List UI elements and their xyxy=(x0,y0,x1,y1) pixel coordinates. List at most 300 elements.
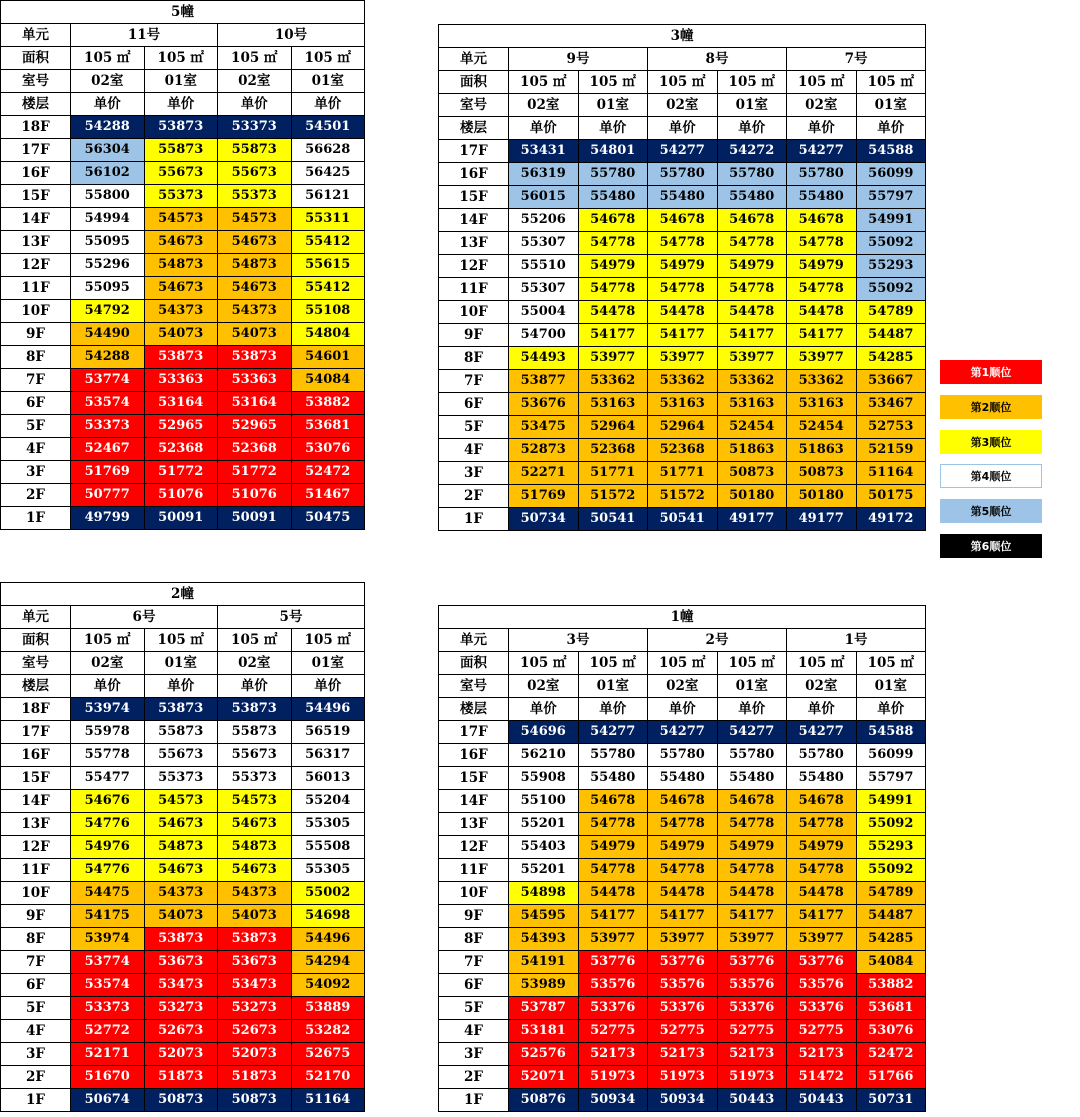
unit-price-cell: 54678 xyxy=(787,790,857,813)
floor-row xyxy=(439,1020,926,1043)
unit-name: 7号 xyxy=(787,48,926,71)
unit-price-cell: 55095 xyxy=(71,277,145,300)
price-header: 单价 xyxy=(717,698,787,721)
unit-price-cell: 54490 xyxy=(71,323,145,346)
unit-price-cell: 54801 xyxy=(578,140,648,163)
unit-price-cell: 54991 xyxy=(856,790,926,813)
unit-price-cell: 53667 xyxy=(856,370,926,393)
unit-price-cell: 54573 xyxy=(218,208,292,231)
unit-price-cell: 55480 xyxy=(717,186,787,209)
unit-price-cell: 54778 xyxy=(578,278,648,301)
floor-row xyxy=(439,1089,926,1112)
unit-price-cell: 52271 xyxy=(509,462,579,485)
unit-price-cell: 50091 xyxy=(218,507,292,530)
unit-price-cell: 53431 xyxy=(509,140,579,163)
legend-item-priority-6: 第6顺位 xyxy=(940,534,1042,558)
room-number: 01室 xyxy=(291,70,365,93)
unit-price-cell: 55508 xyxy=(291,836,365,859)
price-header: 单价 xyxy=(144,675,218,698)
unit-price-cell: 53776 xyxy=(717,951,787,974)
unit-price-cell: 55373 xyxy=(218,767,292,790)
unit-price-cell: 54979 xyxy=(717,255,787,278)
unit-price-cell: 55780 xyxy=(648,744,718,767)
unit-price-cell: 55615 xyxy=(291,254,365,277)
unit-price-cell: 53977 xyxy=(717,347,787,370)
unit-price-cell: 54778 xyxy=(578,813,648,836)
room-number: 01室 xyxy=(856,94,926,117)
unit-price-cell: 53363 xyxy=(218,369,292,392)
unit-price-cell: 53574 xyxy=(71,392,145,415)
floor-row xyxy=(439,813,926,836)
unit-price-cell: 54673 xyxy=(144,277,218,300)
floor-row xyxy=(1,254,365,277)
unit-price-cell: 53076 xyxy=(856,1020,926,1043)
unit-price-cell: 56425 xyxy=(291,162,365,185)
unit-price-cell: 54678 xyxy=(578,790,648,813)
unit-price-cell: 51973 xyxy=(578,1066,648,1089)
unit-price-cell: 55480 xyxy=(648,767,718,790)
unit-price-cell: 50443 xyxy=(717,1089,787,1112)
unit-price-cell: 51769 xyxy=(509,485,579,508)
unit-price-cell: 53164 xyxy=(218,392,292,415)
unit-price-cell: 54588 xyxy=(856,721,926,744)
floor-row xyxy=(439,163,926,186)
area-value: 105 ㎡ xyxy=(291,47,365,70)
floor-row xyxy=(1,882,365,905)
unit-price-cell: 56121 xyxy=(291,185,365,208)
unit-price-cell: 55305 xyxy=(291,813,365,836)
unit-price-cell: 55477 xyxy=(71,767,145,790)
unit-price-cell: 54678 xyxy=(578,209,648,232)
unit-price-cell: 55780 xyxy=(648,163,718,186)
area-value: 105 ㎡ xyxy=(856,652,926,675)
unit-price-cell: 53376 xyxy=(787,997,857,1020)
unit-price-cell: 55002 xyxy=(291,882,365,905)
floor-label: 2F xyxy=(1,484,71,507)
unit-price-cell: 53873 xyxy=(218,346,292,369)
building-1-price-table xyxy=(438,605,926,1112)
floor-row xyxy=(439,905,926,928)
floor-row xyxy=(439,485,926,508)
unit-price-cell: 51164 xyxy=(856,462,926,485)
unit-price-cell: 52467 xyxy=(71,438,145,461)
building-title: 2幢 xyxy=(1,583,365,606)
unit-price-cell: 54496 xyxy=(291,928,365,951)
floor-label: 14F xyxy=(439,209,509,232)
row-label-floor: 楼层 xyxy=(1,675,71,698)
floor-label: 8F xyxy=(439,347,509,370)
unit-name: 9号 xyxy=(509,48,648,71)
floor-row xyxy=(1,415,365,438)
floor-row xyxy=(439,1043,926,1066)
unit-price-cell: 55780 xyxy=(717,163,787,186)
unit-price-cell: 53376 xyxy=(578,997,648,1020)
unit-price-cell: 54979 xyxy=(717,836,787,859)
floor-label: 9F xyxy=(1,905,71,928)
unit-price-cell: 54373 xyxy=(144,882,218,905)
unit-price-cell: 51467 xyxy=(291,484,365,507)
area-value: 105 ㎡ xyxy=(218,47,292,70)
floor-row xyxy=(1,484,365,507)
floor-label: 15F xyxy=(439,767,509,790)
unit-price-cell: 54191 xyxy=(509,951,579,974)
unit-price-cell: 54778 xyxy=(578,232,648,255)
unit-price-cell: 53974 xyxy=(71,928,145,951)
unit-price-cell: 54277 xyxy=(648,721,718,744)
unit-price-cell: 54277 xyxy=(648,140,718,163)
unit-price-cell: 52753 xyxy=(856,416,926,439)
floor-row xyxy=(1,162,365,185)
area-value: 105 ㎡ xyxy=(787,652,857,675)
row-label-area: 面积 xyxy=(439,71,509,94)
floor-row xyxy=(1,116,365,139)
unit-price-cell: 55095 xyxy=(71,231,145,254)
room-number: 02室 xyxy=(71,70,145,93)
floor-label: 10F xyxy=(1,882,71,905)
floor-row xyxy=(439,393,926,416)
unit-price-cell: 54994 xyxy=(71,208,145,231)
floor-label: 8F xyxy=(439,928,509,951)
area-value: 105 ㎡ xyxy=(787,71,857,94)
floor-label: 14F xyxy=(1,208,71,231)
floor-label: 15F xyxy=(1,767,71,790)
unit-price-cell: 54976 xyxy=(71,836,145,859)
unit-price-cell: 52965 xyxy=(218,415,292,438)
price-table xyxy=(438,605,926,1112)
floor-label: 17F xyxy=(1,721,71,744)
floor-label: 16F xyxy=(439,163,509,186)
floor-label: 4F xyxy=(1,438,71,461)
price-header: 单价 xyxy=(291,93,365,116)
floor-label: 10F xyxy=(439,301,509,324)
legend-item-priority-3: 第3顺位 xyxy=(940,430,1042,454)
unit-price-cell: 53676 xyxy=(509,393,579,416)
unit-price-cell: 53362 xyxy=(578,370,648,393)
unit-price-cell: 54588 xyxy=(856,140,926,163)
unit-price-cell: 52173 xyxy=(578,1043,648,1066)
unit-price-cell: 51973 xyxy=(648,1066,718,1089)
unit-price-cell: 54595 xyxy=(509,905,579,928)
unit-price-cell: 54475 xyxy=(71,882,145,905)
price-header: 单价 xyxy=(509,698,579,721)
unit-price-cell: 55100 xyxy=(509,790,579,813)
unit-price-cell: 56304 xyxy=(71,139,145,162)
unit-price-cell: 53475 xyxy=(509,416,579,439)
unit-price-cell: 54478 xyxy=(578,882,648,905)
floor-label: 5F xyxy=(439,416,509,439)
unit-price-cell: 52173 xyxy=(717,1043,787,1066)
floor-row xyxy=(1,346,365,369)
unit-price-cell: 54979 xyxy=(787,836,857,859)
unit-price-cell: 55873 xyxy=(144,721,218,744)
unit-price-cell: 52772 xyxy=(71,1020,145,1043)
unit-price-cell: 53977 xyxy=(578,928,648,951)
floor-label: 18F xyxy=(1,116,71,139)
floor-label: 12F xyxy=(1,836,71,859)
room-number: 02室 xyxy=(648,675,718,698)
unit-name: 10号 xyxy=(218,24,365,47)
unit-price-cell: 54573 xyxy=(144,208,218,231)
floor-label: 11F xyxy=(1,859,71,882)
unit-price-cell: 54678 xyxy=(787,209,857,232)
floor-label: 7F xyxy=(439,951,509,974)
floor-row xyxy=(1,277,365,300)
unit-price-cell: 55206 xyxy=(509,209,579,232)
unit-price-cell: 54776 xyxy=(71,859,145,882)
unit-price-cell: 55673 xyxy=(144,744,218,767)
unit-price-cell: 50180 xyxy=(787,485,857,508)
unit-price-cell: 53163 xyxy=(648,393,718,416)
row-label-room: 室号 xyxy=(1,652,71,675)
unit-price-cell: 55978 xyxy=(71,721,145,744)
unit-price-cell: 54092 xyxy=(291,974,365,997)
unit-price-cell: 55373 xyxy=(144,185,218,208)
unit-price-cell: 53163 xyxy=(717,393,787,416)
floor-row xyxy=(1,438,365,461)
floor-label: 17F xyxy=(1,139,71,162)
unit-price-cell: 51863 xyxy=(787,439,857,462)
floor-row xyxy=(439,974,926,997)
unit-price-cell: 53989 xyxy=(509,974,579,997)
area-value: 105 ㎡ xyxy=(578,652,648,675)
unit-price-cell: 50777 xyxy=(71,484,145,507)
unit-price-cell: 52454 xyxy=(787,416,857,439)
unit-price-cell: 54678 xyxy=(717,209,787,232)
unit-price-cell: 54177 xyxy=(787,324,857,347)
unit-price-cell: 49172 xyxy=(856,508,926,531)
room-number: 01室 xyxy=(291,652,365,675)
unit-price-cell: 55092 xyxy=(856,278,926,301)
unit-price-cell: 54789 xyxy=(856,882,926,905)
floor-row xyxy=(439,140,926,163)
floor-label: 13F xyxy=(439,813,509,836)
floor-label: 11F xyxy=(1,277,71,300)
floor-label: 9F xyxy=(439,905,509,928)
unit-price-cell: 54991 xyxy=(856,209,926,232)
floor-row xyxy=(439,997,926,1020)
unit-price-cell: 55673 xyxy=(218,744,292,767)
unit-price-cell: 54673 xyxy=(144,231,218,254)
unit-price-cell: 52368 xyxy=(218,438,292,461)
unit-price-cell: 50934 xyxy=(578,1089,648,1112)
floor-label: 4F xyxy=(1,1020,71,1043)
floor-label: 7F xyxy=(1,951,71,974)
unit-price-cell: 52368 xyxy=(578,439,648,462)
price-header: 单价 xyxy=(218,675,292,698)
unit-price-cell: 51771 xyxy=(578,462,648,485)
floor-row xyxy=(1,928,365,951)
unit-price-cell: 54285 xyxy=(856,347,926,370)
floor-row xyxy=(1,231,365,254)
unit-price-cell: 53873 xyxy=(218,928,292,951)
row-label-floor: 楼层 xyxy=(439,698,509,721)
unit-price-cell: 52173 xyxy=(787,1043,857,1066)
unit-price-cell: 53873 xyxy=(144,698,218,721)
unit-price-cell: 55092 xyxy=(856,813,926,836)
unit-price-cell: 53873 xyxy=(144,116,218,139)
floor-label: 2F xyxy=(439,485,509,508)
unit-price-cell: 52775 xyxy=(578,1020,648,1043)
unit-price-cell: 51572 xyxy=(648,485,718,508)
unit-price-cell: 54487 xyxy=(856,905,926,928)
unit-price-cell: 51076 xyxy=(144,484,218,507)
unit-price-cell: 52159 xyxy=(856,439,926,462)
unit-price-cell: 56099 xyxy=(856,744,926,767)
unit-price-cell: 54778 xyxy=(578,859,648,882)
unit-price-cell: 53774 xyxy=(71,369,145,392)
unit-price-cell: 54778 xyxy=(717,859,787,882)
unit-price-cell: 53373 xyxy=(218,116,292,139)
price-header: 单价 xyxy=(509,117,579,140)
unit-price-cell: 54272 xyxy=(717,140,787,163)
unit-price-cell: 55296 xyxy=(71,254,145,277)
unit-price-cell: 54084 xyxy=(291,369,365,392)
unit-price-cell: 54979 xyxy=(648,836,718,859)
floor-label: 5F xyxy=(1,997,71,1020)
floor-row xyxy=(439,324,926,347)
unit-price-cell: 53977 xyxy=(717,928,787,951)
unit-price-cell: 54601 xyxy=(291,346,365,369)
unit-price-cell: 53889 xyxy=(291,997,365,1020)
unit-price-cell: 51863 xyxy=(717,439,787,462)
unit-price-cell: 53181 xyxy=(509,1020,579,1043)
unit-price-cell: 53776 xyxy=(787,951,857,974)
unit-price-cell: 53787 xyxy=(509,997,579,1020)
floor-row xyxy=(439,1066,926,1089)
unit-price-cell: 54778 xyxy=(787,232,857,255)
unit-price-cell: 53576 xyxy=(648,974,718,997)
floor-row xyxy=(439,278,926,301)
unit-price-cell: 54084 xyxy=(856,951,926,974)
unit-name: 11号 xyxy=(71,24,218,47)
unit-price-cell: 50731 xyxy=(856,1089,926,1112)
unit-price-cell: 54673 xyxy=(218,231,292,254)
unit-price-cell: 54073 xyxy=(144,323,218,346)
floor-row xyxy=(439,439,926,462)
room-number: 02室 xyxy=(509,94,579,117)
unit-price-cell: 53467 xyxy=(856,393,926,416)
unit-price-cell: 54678 xyxy=(648,790,718,813)
unit-price-cell: 54393 xyxy=(509,928,579,951)
room-number: 01室 xyxy=(856,675,926,698)
unit-price-cell: 54778 xyxy=(787,278,857,301)
floor-row xyxy=(1,721,365,744)
floor-row xyxy=(1,905,365,928)
floor-row xyxy=(439,186,926,209)
unit-price-cell: 55201 xyxy=(509,813,579,836)
unit-price-cell: 54778 xyxy=(648,859,718,882)
floor-label: 16F xyxy=(439,744,509,767)
unit-price-cell: 50873 xyxy=(218,1089,292,1112)
unit-price-cell: 55480 xyxy=(578,767,648,790)
unit-price-cell: 50734 xyxy=(509,508,579,531)
unit-price-cell: 52775 xyxy=(787,1020,857,1043)
unit-price-cell: 56628 xyxy=(291,139,365,162)
floor-label: 8F xyxy=(1,346,71,369)
unit-price-cell: 51076 xyxy=(218,484,292,507)
unit-price-cell: 53873 xyxy=(218,698,292,721)
unit-price-cell: 54294 xyxy=(291,951,365,974)
unit-price-cell: 52073 xyxy=(144,1043,218,1066)
unit-price-cell: 55412 xyxy=(291,277,365,300)
unit-price-cell: 54778 xyxy=(717,232,787,255)
unit-price-cell: 54778 xyxy=(717,278,787,301)
floor-row xyxy=(1,997,365,1020)
room-number: 01室 xyxy=(578,675,648,698)
unit-price-cell: 54573 xyxy=(144,790,218,813)
area-value: 105 ㎡ xyxy=(218,629,292,652)
floor-row xyxy=(439,767,926,790)
unit-price-cell: 52454 xyxy=(717,416,787,439)
unit-price-cell: 53977 xyxy=(648,928,718,951)
unit-price-cell: 53774 xyxy=(71,951,145,974)
area-value: 105 ㎡ xyxy=(648,652,718,675)
unit-price-cell: 55004 xyxy=(509,301,579,324)
price-header: 单价 xyxy=(291,675,365,698)
unit-price-cell: 54873 xyxy=(144,836,218,859)
unit-price-cell: 51772 xyxy=(144,461,218,484)
price-table xyxy=(0,0,365,530)
unit-price-cell: 54478 xyxy=(787,301,857,324)
unit-price-cell: 56102 xyxy=(71,162,145,185)
legend-item-priority-1: 第1顺位 xyxy=(940,360,1042,384)
building-title: 5幢 xyxy=(1,1,365,24)
unit-price-cell: 55204 xyxy=(291,790,365,813)
unit-price-cell: 55908 xyxy=(509,767,579,790)
unit-price-cell: 55873 xyxy=(218,721,292,744)
unit-price-cell: 50873 xyxy=(717,462,787,485)
floor-row xyxy=(1,369,365,392)
unit-price-cell: 54073 xyxy=(218,323,292,346)
building-title: 3幢 xyxy=(439,25,926,48)
floor-label: 1F xyxy=(1,1089,71,1112)
area-value: 105 ㎡ xyxy=(144,47,218,70)
unit-price-cell: 55373 xyxy=(144,767,218,790)
unit-price-cell: 55311 xyxy=(291,208,365,231)
unit-price-cell: 53163 xyxy=(787,393,857,416)
unit-price-cell: 49177 xyxy=(787,508,857,531)
area-value: 105 ㎡ xyxy=(71,629,145,652)
building-title: 1幢 xyxy=(439,606,926,629)
unit-price-cell: 54177 xyxy=(578,324,648,347)
row-label-room: 室号 xyxy=(1,70,71,93)
floor-label: 1F xyxy=(439,508,509,531)
building-2-price-table xyxy=(0,582,365,1112)
unit-price-cell: 53376 xyxy=(648,997,718,1020)
unit-price-cell: 54487 xyxy=(856,324,926,347)
floor-row xyxy=(439,462,926,485)
unit-price-cell: 52576 xyxy=(509,1043,579,1066)
unit-price-cell: 54873 xyxy=(144,254,218,277)
legend-item-priority-5: 第5顺位 xyxy=(940,499,1042,523)
unit-price-cell: 53681 xyxy=(291,415,365,438)
unit-price-cell: 52472 xyxy=(291,461,365,484)
unit-price-cell: 53977 xyxy=(787,347,857,370)
price-header: 单价 xyxy=(787,698,857,721)
unit-price-cell: 54478 xyxy=(717,301,787,324)
unit-price-cell: 54778 xyxy=(787,859,857,882)
unit-price-cell: 54776 xyxy=(71,813,145,836)
floor-label: 15F xyxy=(439,186,509,209)
unit-price-cell: 55780 xyxy=(717,744,787,767)
unit-price-cell: 52873 xyxy=(509,439,579,462)
room-number: 01室 xyxy=(144,70,218,93)
floor-row xyxy=(1,208,365,231)
floor-label: 15F xyxy=(1,185,71,208)
unit-price-cell: 54898 xyxy=(509,882,579,905)
unit-price-cell: 53376 xyxy=(717,997,787,1020)
unit-price-cell: 49177 xyxy=(717,508,787,531)
